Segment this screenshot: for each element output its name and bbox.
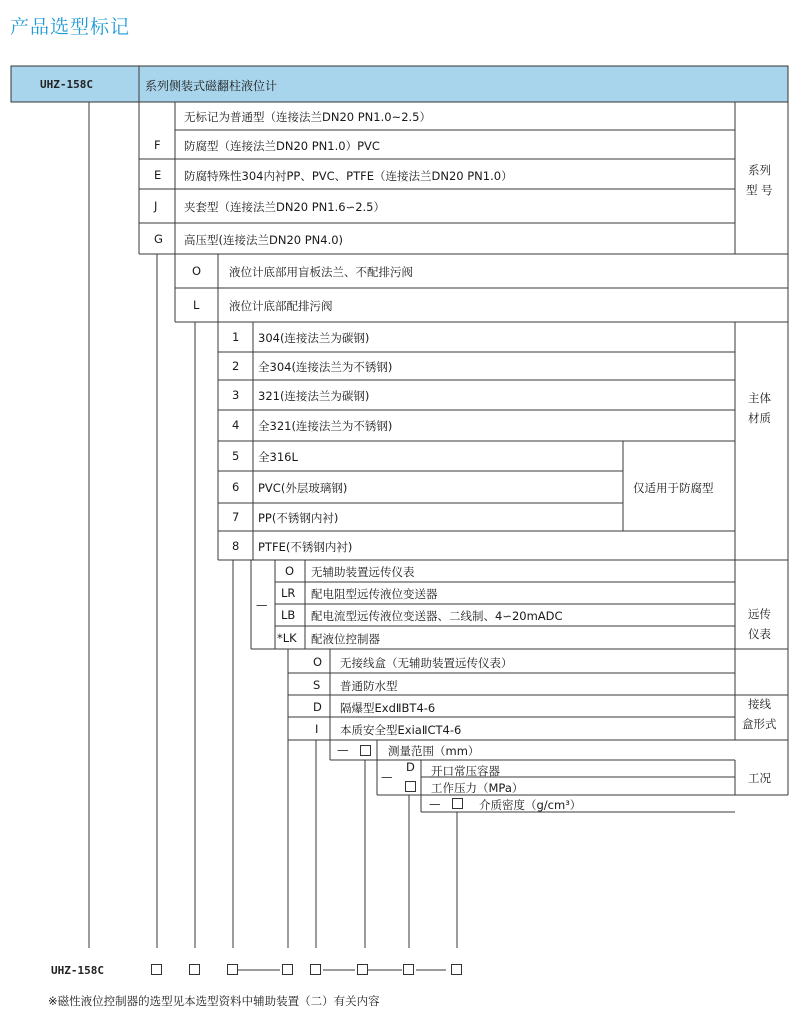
range-placeholder-box <box>360 745 371 756</box>
junction-label: 隔爆型ExdⅡBT4-6 <box>340 701 436 715</box>
remote-label: 配液位控制器 <box>311 632 380 646</box>
junction-label: 普通防水型 <box>340 679 398 693</box>
range-dash: — <box>337 743 349 757</box>
condition-side-label: 工况 <box>748 771 771 785</box>
junction-slot-box <box>310 964 321 975</box>
junction-side-label: 接线 <box>748 697 771 711</box>
remote-label: 配电流型远传液位变送器、二线制、4∽20mADC <box>311 609 563 623</box>
footer-model-code: UHZ-158C <box>51 964 104 977</box>
condition-pressure-label: 工作压力（MPa） <box>431 781 524 795</box>
series-code: G <box>154 232 163 246</box>
junction-code: O <box>313 655 323 669</box>
series-side-label: 型 号 <box>746 183 773 197</box>
density-placeholder-box <box>452 798 463 809</box>
material-label: 全304(连接法兰为不锈钢) <box>258 360 393 374</box>
material-label: PP(不锈钢内衬) <box>258 511 339 525</box>
footer-note: ※磁性液位控制器的选型见本选型资料中辅助装置（二）有关内容 <box>48 994 380 1008</box>
flange-slot-box <box>189 964 200 975</box>
remote-code: *LK <box>277 631 297 645</box>
remote-dash: — <box>256 598 268 612</box>
junction-code: D <box>313 700 322 714</box>
material-side-label: 材质 <box>748 411 771 425</box>
series-label: 高压型(连接法兰DN20 PN4.0) <box>184 233 344 247</box>
series-slot-box <box>151 964 162 975</box>
material-code: 4 <box>232 418 240 432</box>
material-code: 6 <box>232 480 240 494</box>
remote-side-label: 仪表 <box>748 627 771 641</box>
material-label: 全321(连接法兰为不锈钢) <box>258 419 393 433</box>
material-label: 全316L <box>258 450 298 464</box>
density-label: 介质密度（g/cm³） <box>479 798 582 812</box>
series-side-label: 系列 <box>748 163 771 177</box>
series-code: E <box>154 168 162 182</box>
range-slot-box <box>357 964 368 975</box>
remote-code: O <box>285 564 295 578</box>
pressure-placeholder-box <box>405 781 416 792</box>
junction-side-label: 盒形式 <box>742 717 777 731</box>
series-code: J <box>154 199 158 213</box>
remote-code: LR <box>281 586 296 600</box>
flange-code: O <box>192 264 202 278</box>
remote-label: 配电阻型远传液位变送器 <box>311 587 438 601</box>
flange-label: 液位计底部配排污阀 <box>229 299 333 313</box>
density-slot-box <box>451 964 462 975</box>
product-description: 系列侧装式磁翻柱液位计 <box>145 79 278 93</box>
range-label: 测量范围（mm） <box>388 744 480 758</box>
material-code: 2 <box>232 359 240 373</box>
junction-label: 无接线盒（无辅助装置远传仪表） <box>340 656 513 670</box>
series-label: 防腐型（连接法兰DN20 PN1.0）PVC <box>184 139 380 153</box>
material-label: 321(连接法兰为碳钢) <box>258 389 370 403</box>
material-label: PTFE(不锈钢内衬) <box>258 540 353 554</box>
material-code: 7 <box>232 510 240 524</box>
material-label: 304(连接法兰为碳钢) <box>258 331 370 345</box>
series-code: F <box>154 138 161 152</box>
junction-code: S <box>313 678 321 692</box>
series-label: 无标记为普通型（连接法兰DN20 PN1.0~2.5） <box>184 110 431 124</box>
material-code: 8 <box>232 539 240 553</box>
material-code: 3 <box>232 388 240 402</box>
condition-open-label: 开口常压容器 <box>431 764 500 778</box>
junction-label: 本质安全型ExiaⅡCT4-6 <box>340 723 462 737</box>
condition-slot-box <box>403 964 414 975</box>
remote-label: 无辅助装置远传仪表 <box>311 565 415 579</box>
remote-side-label: 远传 <box>748 607 771 621</box>
condition-dash: — <box>381 770 393 784</box>
material-slot-box <box>227 964 238 975</box>
junction-code: I <box>315 722 319 736</box>
series-label: 防腐特殊性304内衬PP、PVC、PTFE（连接法兰DN20 PN1.0） <box>184 169 513 183</box>
material-code: 1 <box>232 330 240 344</box>
page-title: 产品选型标记 <box>10 16 131 38</box>
flange-label: 液位计底部用盲板法兰、不配排污阀 <box>229 265 413 279</box>
density-dash: — <box>429 797 441 811</box>
model-code: UHZ-158C <box>40 78 93 91</box>
remote-slot-box <box>282 964 293 975</box>
material-side-label: 主体 <box>748 391 771 405</box>
flange-code: L <box>193 298 200 312</box>
anticorrosion-note: 仅适用于防腐型 <box>633 481 714 495</box>
material-code: 5 <box>232 449 240 463</box>
condition-code: D <box>406 760 415 774</box>
remote-code: LB <box>281 608 296 622</box>
material-label: PVC(外层玻璃钢) <box>258 481 348 495</box>
series-label: 夹套型（连接法兰DN20 PN1.6∽2.5） <box>184 200 385 214</box>
